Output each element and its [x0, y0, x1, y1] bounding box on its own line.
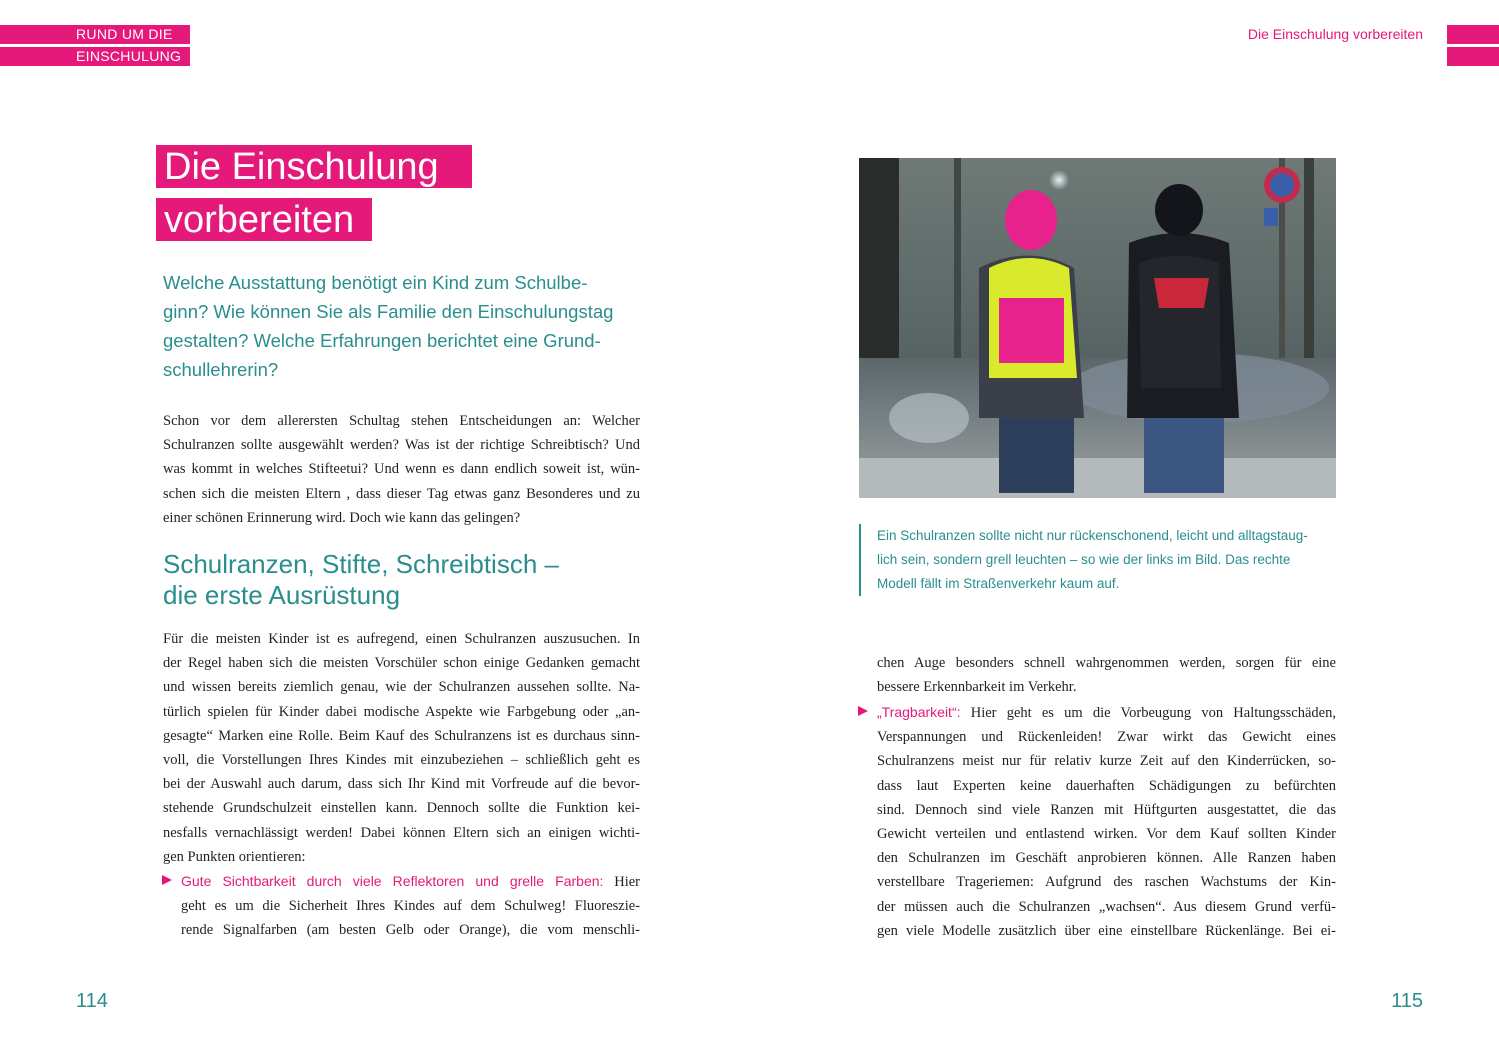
- bullet-line: sind. Dennoch sind viele Ranzen mit Hüftgurten ausgestattet, die das: [877, 801, 1336, 818]
- intro-paragraph: [163, 409, 640, 530]
- body-line: nesfalls vernachlässigt werden! Dabei können Eltern sich an einigen wichti-: [163, 824, 640, 841]
- bullet-text: Hier geht es um die Vorbeugung von Haltungsschäden,: [960, 705, 1336, 721]
- bullet-arrow-icon: [162, 875, 172, 885]
- section-label-line1: RUND UM DIE: [0, 25, 190, 44]
- body-line: bei der Auswahl auch darum, dass sich Ihr Kind mit Vorfreude auf die bevor-: [163, 776, 640, 793]
- page-number-left: 114: [76, 990, 108, 1012]
- intro-line: einer schönen Erinnerung wird. Doch wie kann das gelingen?: [163, 509, 521, 526]
- body-line: bessere Erkennbarkeit im Verkehr.: [877, 679, 1077, 696]
- body-line: und wissen bereits ziemlich genau, wie der Schulranzen aussehen sollte. Na-: [163, 679, 640, 696]
- bullet-line: Schulranzens meist nur für relativ kurze Zeit auf den Kinderrücken, so-: [877, 753, 1336, 770]
- bullet-first-line: [877, 700, 1336, 725]
- caption-line: lich sein, sondern grell leuchten – so wie der links im Bild. Das rechte: [877, 552, 1291, 567]
- header-accent-bar: [1447, 47, 1499, 66]
- intro-line: Schon vor dem allerersten Schultag stehen Entscheidungen an: Welcher: [163, 413, 640, 429]
- bullet-first-line: [181, 869, 640, 894]
- bullet-line: rende Signalfarben (am besten Gelb oder Orange), die vom menschli-: [181, 922, 640, 939]
- bullet-item-visibility: [181, 869, 640, 943]
- section-heading: [163, 549, 643, 611]
- section-header-left: [0, 25, 190, 69]
- bullet-label: „Tragbarkeit“:: [877, 704, 961, 720]
- caption-line: Ein Schulranzen sollte nicht nur rückenschonend, leicht und alltagstaug-: [877, 528, 1308, 543]
- header-accent-bar: [1447, 25, 1499, 44]
- intro-line: schen sich die meisten Eltern , dass dieser Tag etwas ganz Besonderes und zu: [163, 485, 640, 502]
- page-number-right: 115: [1391, 990, 1423, 1012]
- bullet-line: geht es um die Sicherheit Ihres Kindes auf dem Schulweg! Fluoreszie-: [181, 898, 640, 915]
- left-body-paragraph: [163, 627, 640, 869]
- body-line: gesagte“ Marken eine Rolle. Beim Kauf des Schulranzens ist es durchaus sinn-: [163, 727, 640, 744]
- lead-line: ginn? Wie können Sie als Familie den Einschulungstag: [163, 301, 614, 322]
- body-line: chen Auge besonders schnell wahrgenommen werden, sorgen für eine: [877, 655, 1336, 671]
- page-title-line1: Die Einschulung: [156, 145, 472, 188]
- bullet-text: Hier: [603, 874, 640, 890]
- body-line: der Regel haben sich die meisten Vorschüler schon einige Gedanken gemacht: [163, 655, 640, 672]
- page-title-line2: vorbereiten: [156, 198, 372, 241]
- bullet-line: Verspannungen und Rückenleiden! Zwar wirkt das Gewicht eines: [877, 729, 1336, 746]
- bullet-line: den Schulranzen im Geschäft anprobieren können. Alle Ranzen haben: [877, 850, 1336, 867]
- running-title: Die Einschulung vorbereiten: [1247, 26, 1423, 42]
- lead-line: schullehrerin?: [163, 359, 279, 380]
- body-line: gen Punkten orientieren:: [163, 848, 306, 865]
- body-line: Für die meisten Kinder ist es aufregend, einen Schulranzen auszusuchen. In: [163, 631, 640, 647]
- bullet-line: der müssen auch die Schulranzen „wachsen“. Aus diesem Grund verfü-: [877, 898, 1336, 915]
- lead-line: gestalten? Welche Erfahrungen berichtet eine Grund-: [163, 330, 601, 351]
- bullet-line: dass laut Experten keine dauerhaften Schädigungen zu befürchten: [877, 777, 1336, 794]
- bullet-line: gen viele Modelle zusätzlich über eine einstellbare Rückenlänge. Bei ei-: [877, 922, 1336, 939]
- body-line: türlich spielen für Kinder dabei modische Aspekte wie Farbgebung oder „an-: [163, 703, 640, 720]
- caption-line: Modell fällt im Straßenverkehr kaum auf.: [877, 576, 1120, 591]
- intro-line: Schulranzen sollte ausgewählt werden? Was ist der richtige Schreibtisch? Und: [163, 437, 640, 454]
- body-line: voll, die Vorstellungen Ihres Kindes mit einzubeziehen – schließlich geht es: [163, 752, 640, 769]
- section-label-line2: EINSCHULUNG: [0, 47, 190, 66]
- bullet-line: Gewicht verteilen und entlastend wirken. Vor dem Kauf sollten Kinder: [877, 826, 1336, 843]
- bullet-arrow-icon: [858, 706, 868, 716]
- body-line: stehende Grundschulzeit einstellen kann. Dennoch sollte die Funktion kei-: [163, 800, 640, 817]
- section-heading-line1: Schulranzen, Stifte, Schreibtisch –: [163, 549, 559, 579]
- bullet-label: Gute Sichtbarkeit durch viele Reflektoren und grelle Farben:: [181, 873, 604, 889]
- photo-caption: [859, 524, 1335, 596]
- bullet-item-carrying: [877, 700, 1336, 943]
- right-body-paragraph: [877, 651, 1336, 699]
- section-heading-line2: die erste Ausrüstung: [163, 580, 401, 610]
- photo-children-backpacks: [859, 158, 1336, 498]
- intro-line: was kommt in welches Stifteetui? Und wenn es dann endlich soweit ist, wün-: [163, 461, 640, 478]
- lead-paragraph: [163, 268, 643, 384]
- lead-line: Welche Ausstattung benötigt ein Kind zum Schulbe-: [163, 272, 588, 293]
- bullet-line: verstellbare Trageriemen: Aufgrund des raschen Wachstums der Kin-: [877, 874, 1336, 891]
